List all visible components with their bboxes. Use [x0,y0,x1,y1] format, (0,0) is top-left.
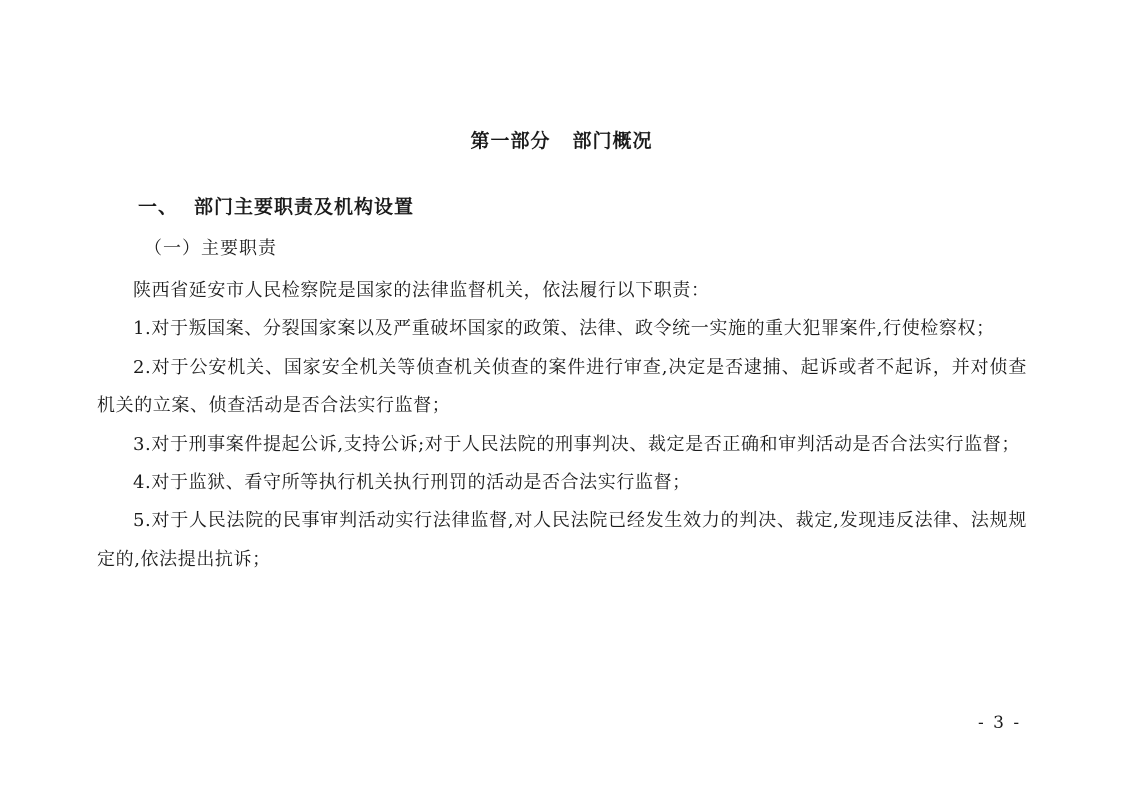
part-title-number: 第一部分 [470,130,551,152]
part-title-text: 部门概况 [572,130,653,152]
paragraph-duty-5: 5.对于人民法院的民事审判活动实行法律监督,对人民法院已经发生效力的判决、裁定,发现违反法律、法规规定的,依法提出抗诉； [97,510,1027,570]
section-title: 部门主要职责及机构设置 [194,196,415,218]
section-heading [138,192,414,219]
section-number: 一、 [138,196,179,218]
subsection-heading: （一）主要职责 [144,238,277,259]
body-text [97,272,1027,579]
paragraph-duty-2: 2.对于公安机关、国家安全机关等侦查机关侦查的案件进行审查,决定是否逮捕、起诉或者不起诉，并对侦查机关的立案、侦查活动是否合法实行监督； [97,356,1027,417]
paragraph-duty-3: 3.对于刑事案件提起公诉,支持公诉;对于人民法院的刑事判决、裁定是否正确和审判活动是否合法实行监督； [133,433,1020,455]
page-number: - 3 - [978,713,1022,733]
paragraph-duty-4: 4.对于监狱、看守所等执行机关执行刑罚的活动是否合法实行监督； [133,472,691,494]
paragraph-intro: 陕西省延安市人民检察院是国家的法律监督机关，依法履行以下职责： [133,280,710,301]
part-title [0,126,1123,153]
paragraph-duty-1: 1.对于叛国案、分裂国家案以及严重破坏国家的政策、法律、政令统一实施的重大犯罪案件,行使检察权； [133,318,995,340]
